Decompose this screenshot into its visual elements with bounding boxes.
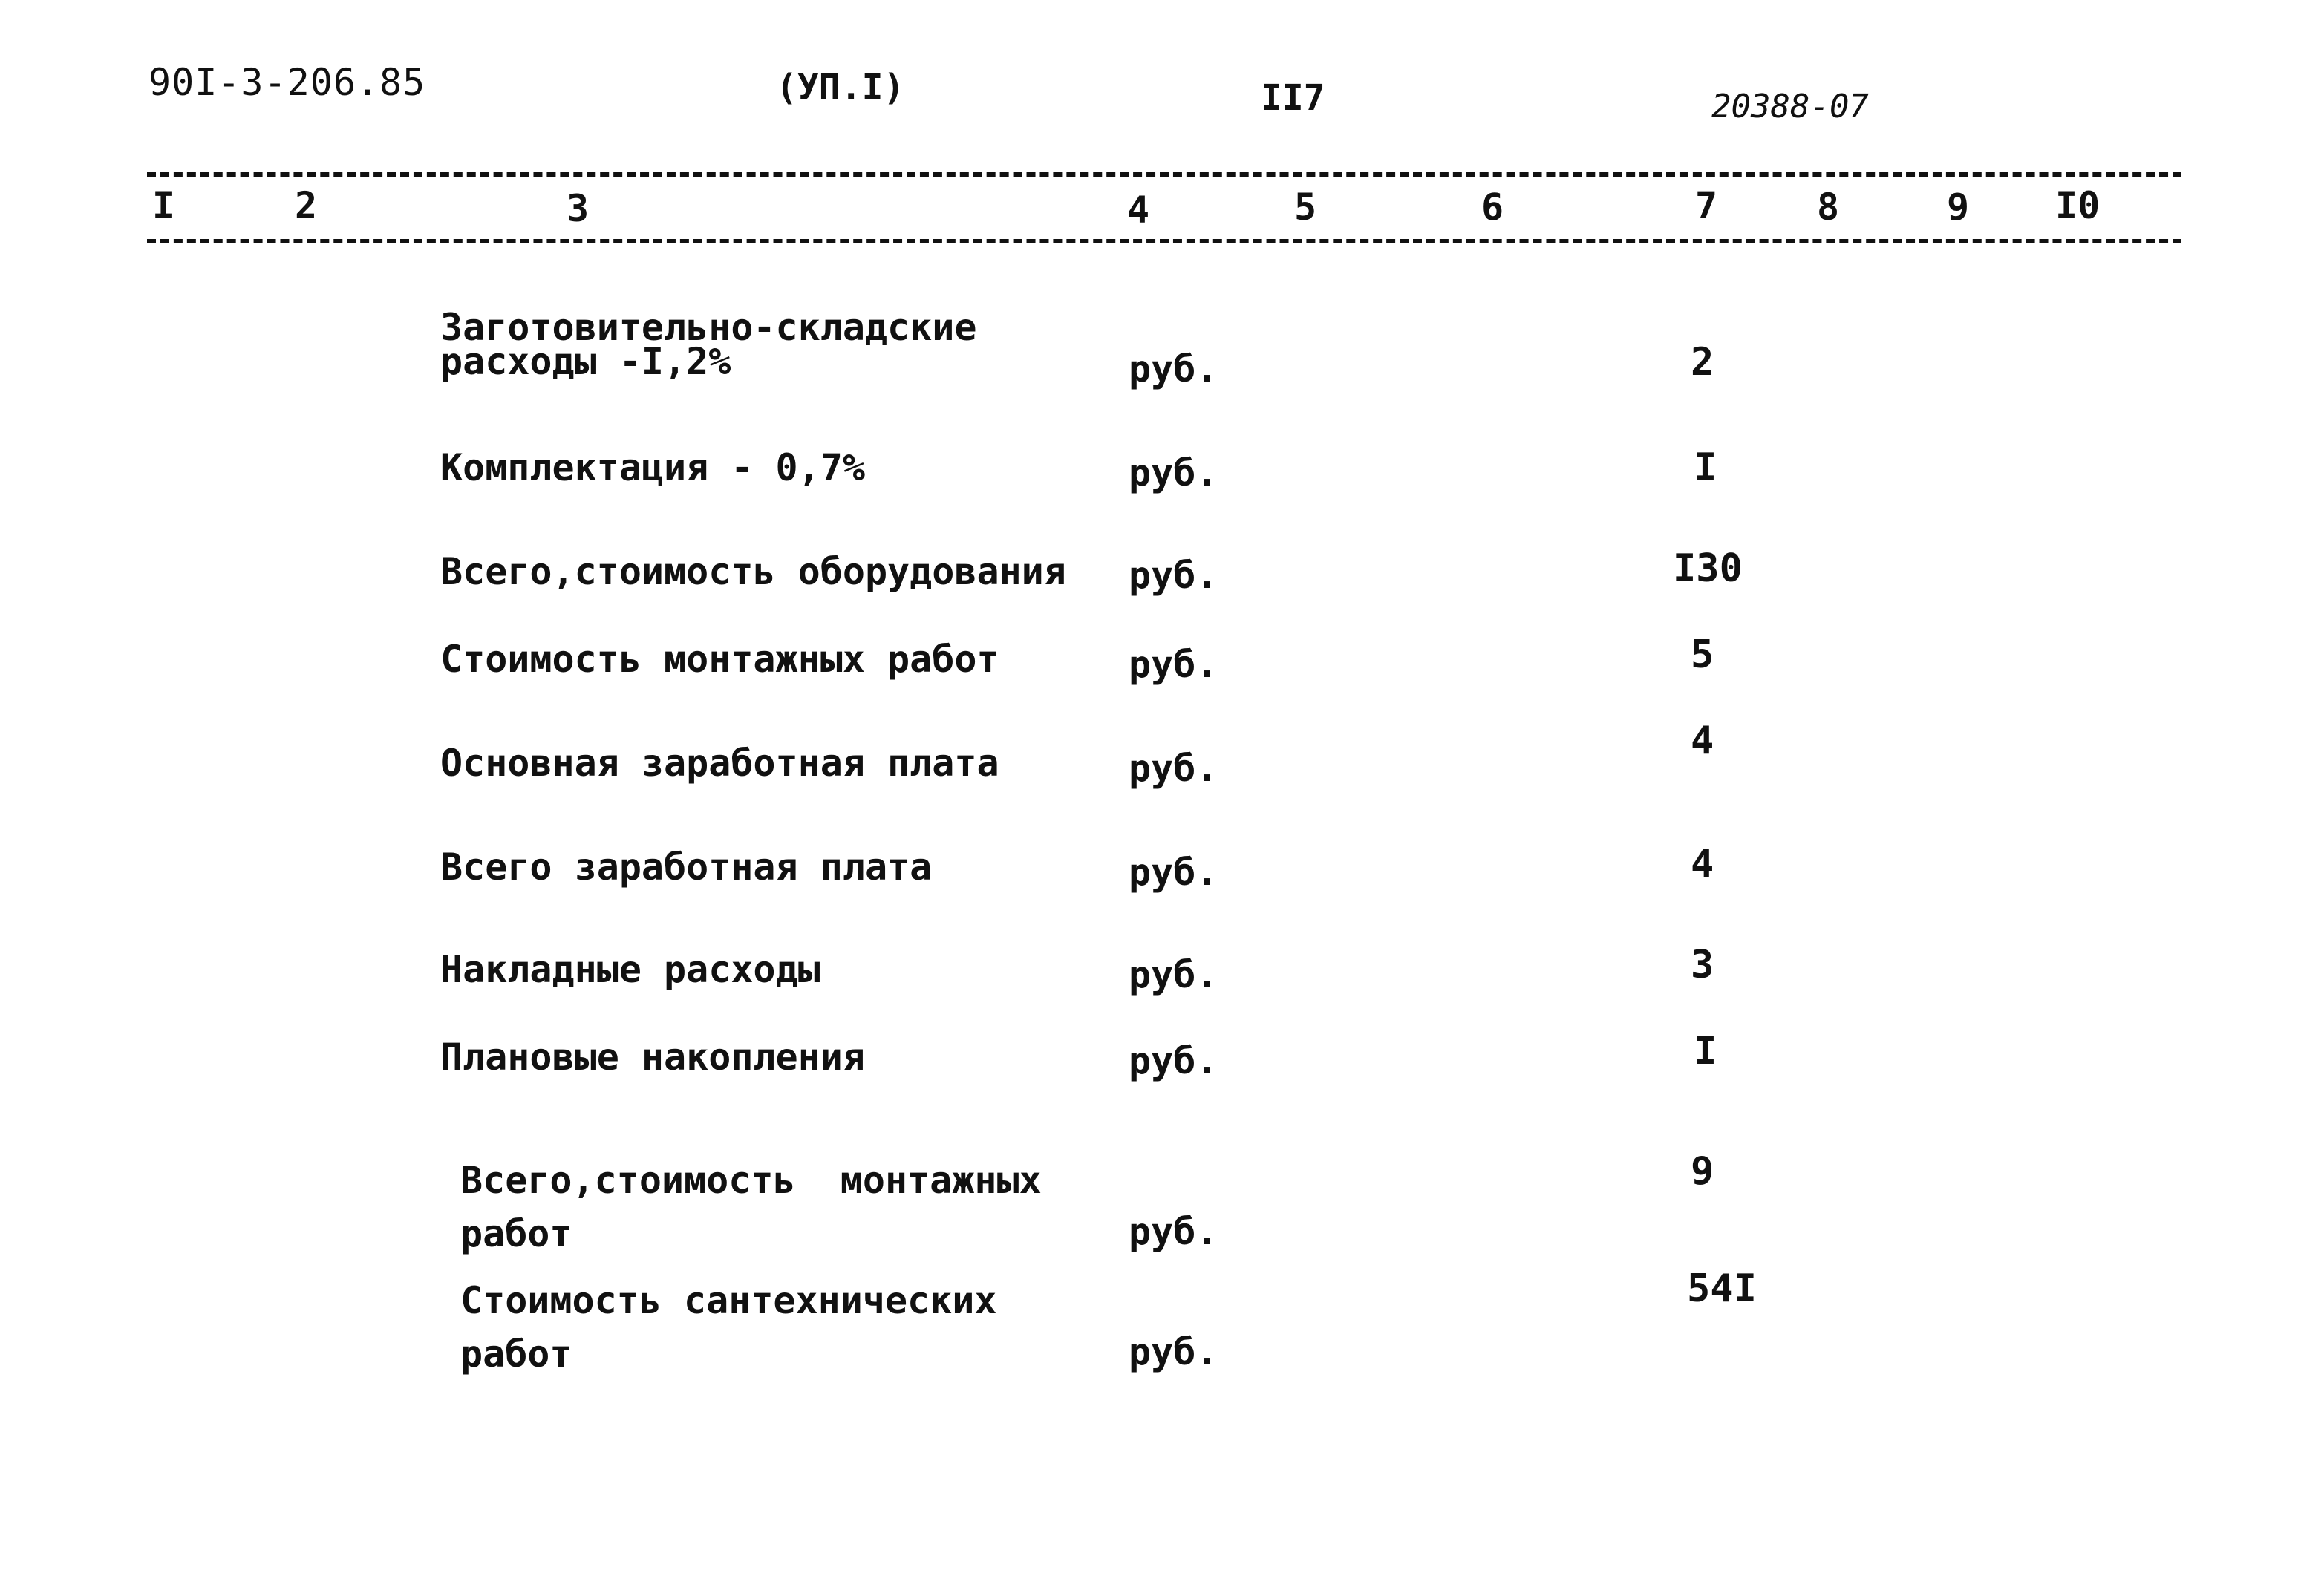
row-label: Накладные расходы bbox=[440, 948, 820, 991]
row-unit: руб. bbox=[1129, 1039, 1218, 1082]
row-value: I bbox=[1694, 1029, 1717, 1073]
row-unit: руб. bbox=[1129, 851, 1218, 894]
page-number: II7 bbox=[1261, 77, 1325, 119]
row-label bbox=[460, 1274, 996, 1381]
row-label: Стоимость монтажных работ bbox=[440, 638, 999, 681]
row-label: Комплектация - 0,7% bbox=[440, 446, 865, 489]
row-unit: руб. bbox=[1129, 643, 1218, 686]
column-number: 7 bbox=[1695, 184, 1718, 227]
column-number: 4 bbox=[1127, 189, 1150, 232]
row-unit: руб. bbox=[1129, 554, 1218, 597]
column-number: 3 bbox=[567, 187, 590, 230]
row-unit: руб. bbox=[1129, 953, 1218, 996]
row-value: 2 bbox=[1691, 340, 1714, 385]
row-label bbox=[440, 306, 977, 383]
row-value: 54I bbox=[1687, 1266, 1757, 1311]
section-label: (УП.I) bbox=[776, 67, 905, 108]
row-value: 3 bbox=[1691, 943, 1714, 987]
column-number: 5 bbox=[1294, 186, 1317, 229]
row-label: Основная заработная плата bbox=[440, 742, 999, 785]
row-label: Всего заработная плата bbox=[440, 846, 933, 889]
top-rule bbox=[147, 172, 2181, 177]
row-value: 4 bbox=[1691, 719, 1714, 763]
row-unit: руб. bbox=[1129, 747, 1218, 790]
row-label-line: Стоимость сантехнических bbox=[460, 1279, 997, 1322]
row-label-line: работ bbox=[460, 1212, 572, 1255]
column-number: I bbox=[152, 184, 175, 227]
row-value: I bbox=[1694, 445, 1717, 490]
document-code: 90I-3-206.85 bbox=[148, 61, 426, 104]
row-label-line: работ bbox=[460, 1333, 572, 1376]
row-unit: руб. bbox=[1129, 451, 1218, 494]
column-number: 8 bbox=[1817, 186, 1840, 229]
row-value: 9 bbox=[1691, 1149, 1714, 1194]
row-value: 5 bbox=[1691, 632, 1714, 677]
row-unit: руб. bbox=[1129, 1330, 1218, 1373]
row-unit: руб. bbox=[1129, 1210, 1218, 1253]
bottom-rule bbox=[147, 239, 2181, 243]
row-value: 4 bbox=[1691, 842, 1714, 886]
row-label-line: расходы -I,2% bbox=[440, 340, 731, 383]
row-value: I30 bbox=[1673, 546, 1743, 591]
row-label: Плановые накопления bbox=[440, 1036, 865, 1079]
column-number: 6 bbox=[1481, 186, 1504, 229]
column-number: 9 bbox=[1947, 186, 1970, 229]
column-number: I0 bbox=[2055, 184, 2101, 227]
row-label-line: Всего,стоимость монтажных bbox=[460, 1159, 1042, 1202]
row-label: Всего,стоимость оборудования bbox=[440, 550, 1066, 593]
row-label-line: Заготовительно-складские bbox=[440, 306, 977, 349]
inventory-number: 20388-07 bbox=[1711, 88, 1869, 125]
column-number: 2 bbox=[295, 184, 318, 227]
row-unit: руб. bbox=[1129, 347, 1218, 390]
row-label bbox=[460, 1154, 1042, 1261]
